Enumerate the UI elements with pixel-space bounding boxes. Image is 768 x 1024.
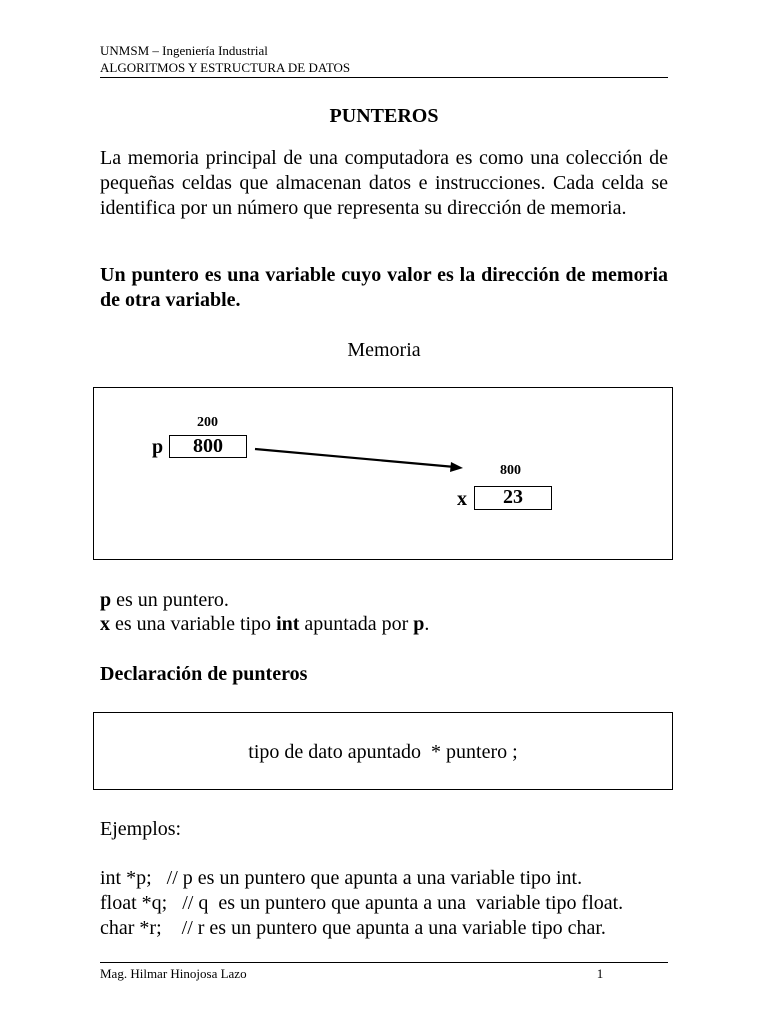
- intro-paragraph: La memoria principal de una computadora es como una colección de pequeñas celdas que almacenan datos e instrucciones. Cada celda se identifica por un número que representa su dirección de memoria.: [100, 147, 668, 219]
- explanation-ptr-p: p: [413, 613, 425, 635]
- header-rule: [100, 77, 668, 78]
- example-line-char: char *r; // r es un puntero que apunta a una variable tipo char.: [100, 917, 606, 939]
- example-line-float: float *q; // q es un puntero que apunta a una variable tipo float.: [100, 892, 624, 914]
- p-address-label: 200: [197, 415, 218, 430]
- memory-diagram: [93, 387, 673, 560]
- explanation-var-p: p: [100, 589, 112, 611]
- footer-author: Mag. Hilmar Hinojosa Lazo: [100, 966, 247, 981]
- x-memory-cell: 23: [474, 486, 552, 510]
- explanation-text-2b: apuntada por: [299, 613, 414, 635]
- pointer-arrow: [94, 388, 672, 559]
- page-title: PUNTEROS: [329, 105, 439, 127]
- page-number: 1: [596, 966, 604, 981]
- p-variable-name: p: [152, 436, 164, 458]
- examples-heading: Ejemplos:: [100, 818, 182, 840]
- explanation-text-1: es un puntero.: [111, 589, 229, 611]
- explanation-line-2: [100, 612, 429, 636]
- pointer-definition: Un puntero es una variable cuyo valor es la dirección de memoria de otra variable.: [100, 264, 668, 311]
- declaration-syntax-box: [93, 712, 673, 790]
- memory-caption: Memoria: [347, 339, 421, 361]
- footer-rule: [100, 962, 668, 963]
- x-variable-name: x: [457, 488, 467, 510]
- explanation-line-1: [100, 588, 229, 612]
- example-line-int: int *p; // p es un puntero que apunta a una variable tipo int.: [100, 867, 583, 889]
- declaration-heading: Declaración de punteros: [100, 663, 308, 685]
- p-memory-cell: 800: [169, 435, 247, 458]
- explanation-text-2c: .: [424, 613, 430, 635]
- explanation-var-x: x: [100, 613, 110, 635]
- header-course: ALGORITMOS Y ESTRUCTURA DE DATOS: [100, 60, 351, 75]
- declaration-syntax: tipo de dato apuntado * puntero ;: [248, 741, 518, 763]
- header-institution: UNMSM – Ingeniería Industrial: [100, 43, 268, 58]
- explanation-type-int: int: [276, 613, 300, 635]
- x-address-label: 800: [500, 463, 521, 478]
- explanation-text-2a: es una variable tipo: [110, 613, 277, 635]
